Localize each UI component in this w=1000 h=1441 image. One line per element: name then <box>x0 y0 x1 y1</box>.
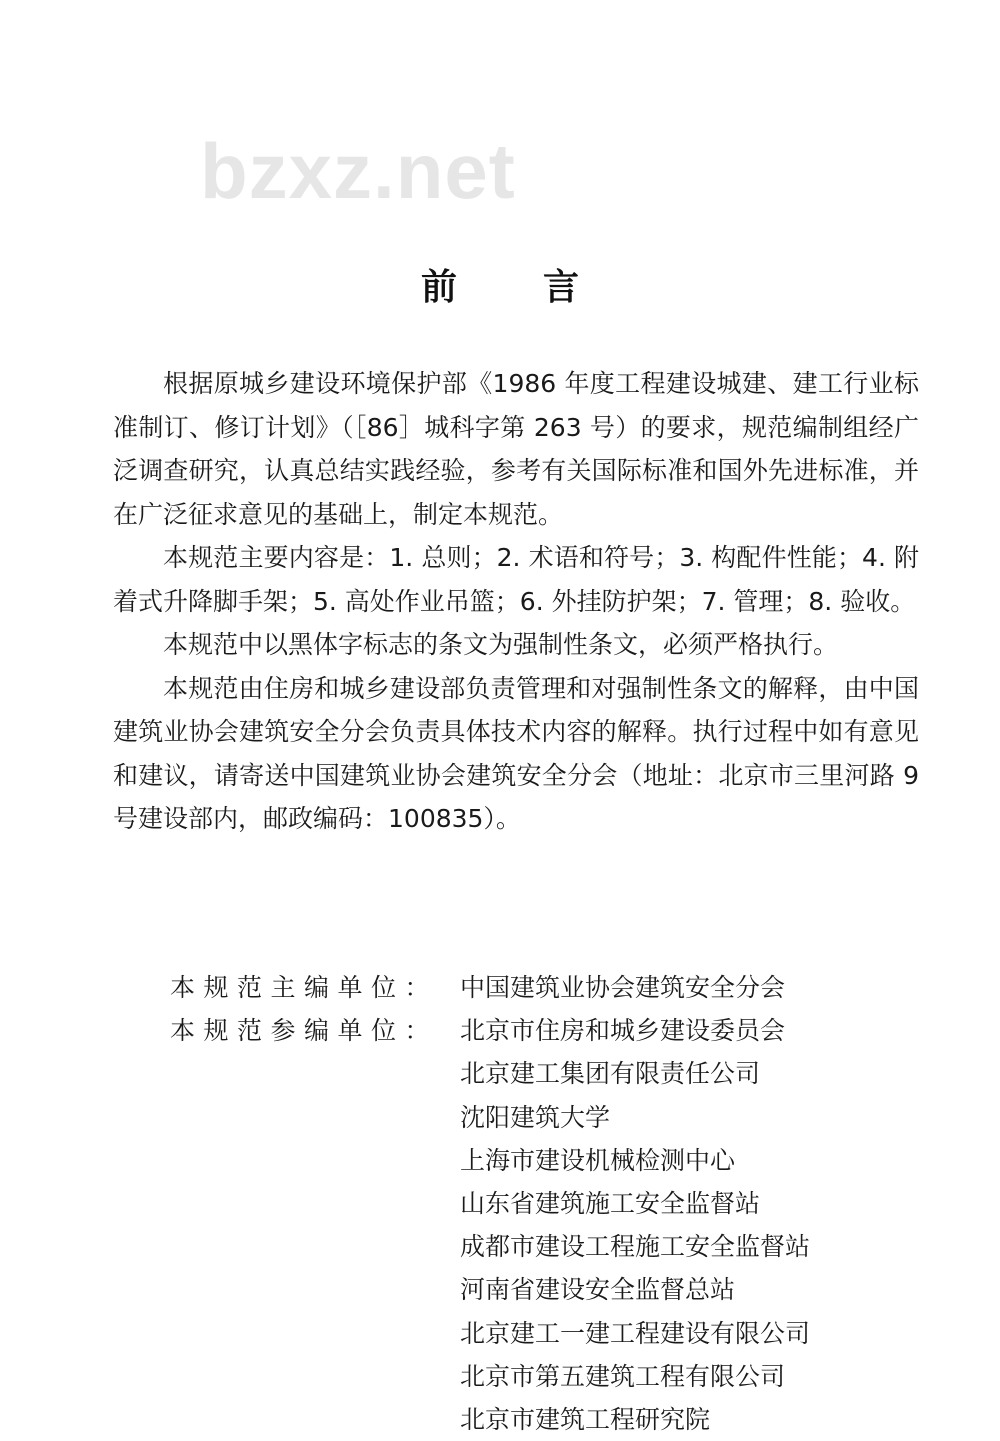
chief-unit-value: 中国建筑业协会建筑安全分会 <box>460 973 786 1002</box>
participating-unit: 山东省建筑施工安全监督站 <box>460 1189 761 1219</box>
participating-unit: 北京市建筑工程研究院 <box>460 1405 711 1435</box>
participating-unit-row <box>170 1009 810 1052</box>
chief-unit-row <box>170 966 810 1009</box>
participating-unit: 北京市住房和城乡建设委员会 <box>460 1016 786 1046</box>
watermark: bzxz.net <box>200 127 516 215</box>
title-char-1: 前 <box>420 266 457 309</box>
chief-unit-label: 本规范主编单位： <box>170 973 439 1002</box>
preface-body <box>113 362 919 841</box>
participating-unit: 北京市第五建筑工程有限公司 <box>460 1361 786 1391</box>
participating-unit-label: 本规范参编单位： <box>170 1016 439 1046</box>
participating-unit: 成都市建设工程施工安全监督站 <box>460 1232 811 1262</box>
participating-unit: 河南省建设安全监督总站 <box>460 1275 736 1305</box>
paragraph-main-contents: 本规范主要内容是：1. 总则；2. 术语和符号；3. 构配件性能；4. 附着式升降脚手架；5. 高处作业吊篮；6. 外挂防护架；7. 管理；8. 验收。 <box>113 543 919 616</box>
participating-unit: 沈阳建筑大学 <box>460 1102 611 1132</box>
paragraph-background: 根据原城乡建设环境保护部《1986 年度工程建设城建、建工行业标准制订、修订计划》（［86］城科字第 263 号）的要求，规范编制组经广泛调查研究，认真总结实践经验，参考有关国际标准和国外先进标准，并在广泛征求意见的基础上，制定本规范。 <box>113 369 919 529</box>
participating-unit: 北京建工集团有限责任公司 <box>460 1059 761 1089</box>
paragraph-management: 本规范由住房和城乡建设部负责管理和对强制性条文的解释，由中国建筑业协会建筑安全分会负责具体技术内容的解释。执行过程中如有意见和建议，请寄送中国建筑业协会建筑安全分会（地址：北京市三里河路 9 号建设部内，邮政编码：100835）。 <box>113 673 919 833</box>
participating-unit: 北京建工一建工程建设有限公司 <box>460 1318 811 1348</box>
title-char-2: 言 <box>543 266 580 309</box>
paragraph-mandatory-clauses: 本规范中以黑体字标志的条文为强制性条文，必须严格执行。 <box>163 630 839 659</box>
drafting-units <box>170 966 810 1441</box>
participating-unit: 上海市建设机械检测中心 <box>460 1145 736 1175</box>
page-title <box>0 266 1000 309</box>
